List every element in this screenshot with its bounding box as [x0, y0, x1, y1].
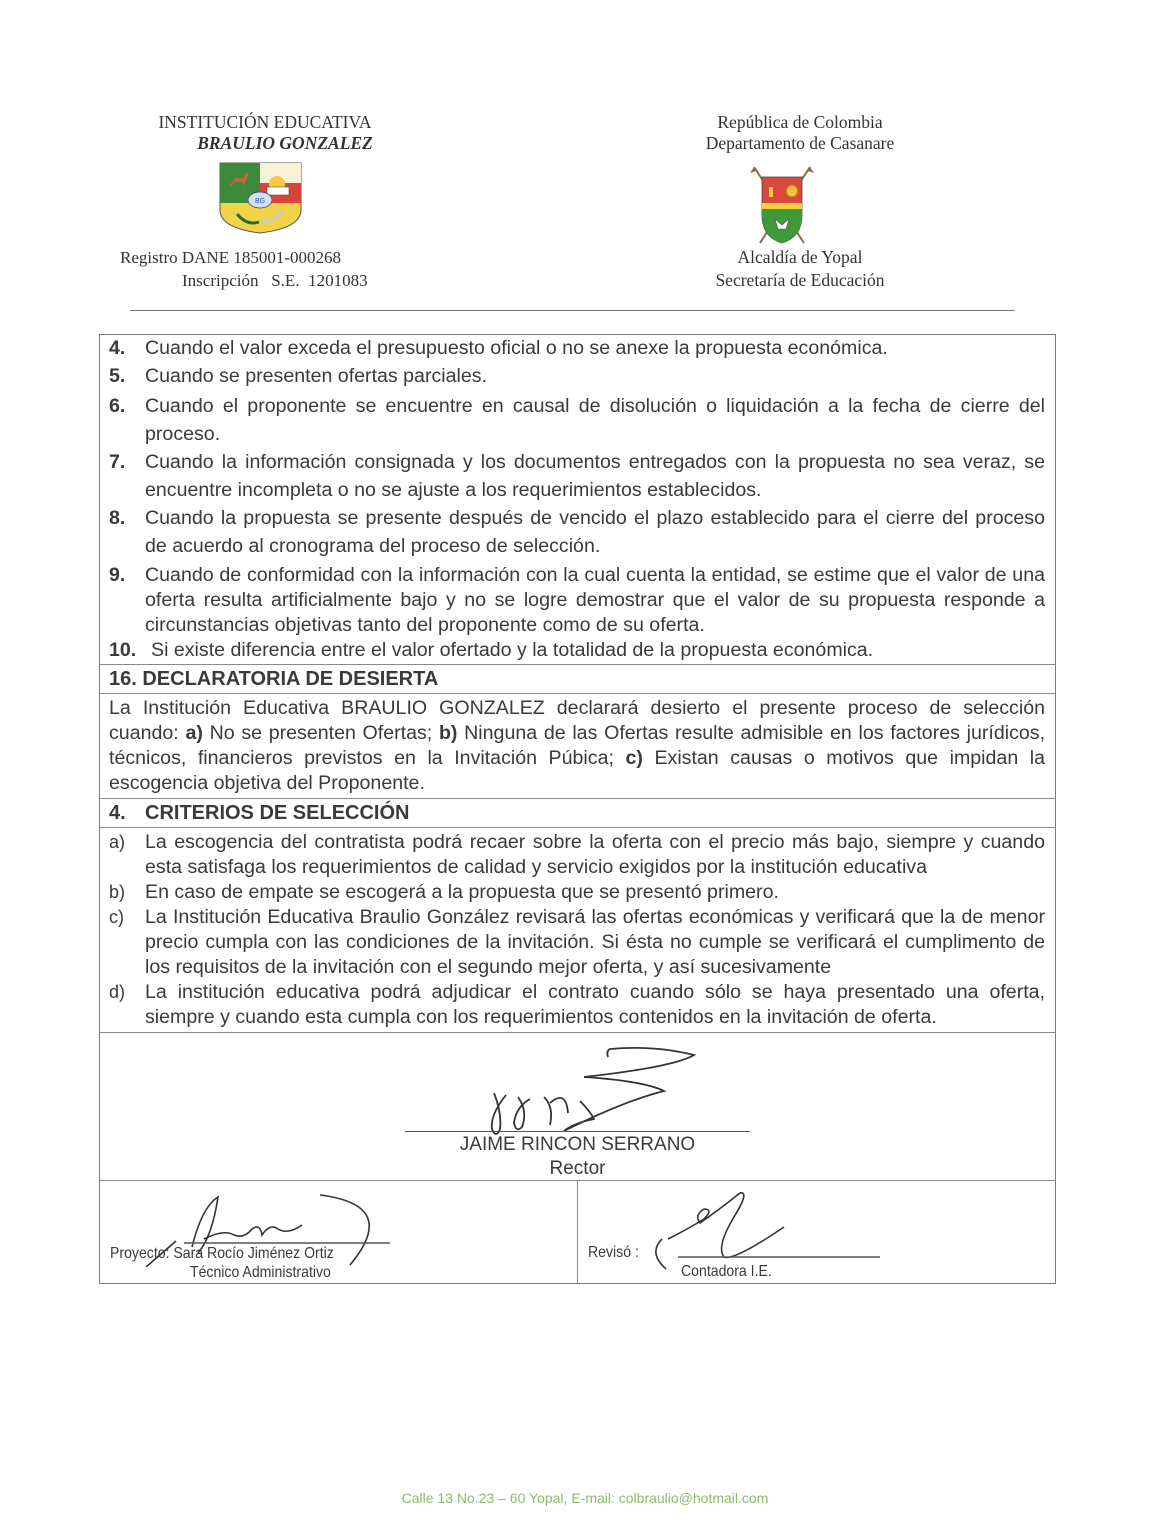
footer-address: Calle 13 No.23 – 60 Yopal, E-mail: colbraulio@hotmail.com — [401, 1490, 769, 1506]
item-number: 10. — [109, 639, 137, 661]
list-item — [109, 905, 1045, 980]
item-label: d) — [109, 982, 126, 1002]
reviso-label: Revisó : — [588, 1244, 639, 1261]
rector-signature-line — [405, 1131, 750, 1132]
item-number: 7. — [109, 451, 126, 473]
rector-signature-icon — [480, 1041, 780, 1141]
item-label: c) — [109, 907, 124, 927]
proyecto-name: Sara Rocío Jiménez Ortiz — [173, 1245, 334, 1262]
section-body-declaratoria — [100, 694, 1055, 799]
rejection-causes-list — [100, 335, 1055, 665]
item-number: 4. — [109, 337, 126, 359]
item-number: 6. — [109, 395, 126, 417]
alcaldia-name: Alcaldía de Yopal — [737, 247, 863, 267]
item-text: La Institución Educativa Braulio González revisará las ofertas económicas y verificará que la de menor precio cumpla con las condiciones de la invitación. Si ésta no cumple se verificará el cumplimento de los requisitos de la invitación con el segundo mejor oferta, y así sucesivamente — [145, 906, 1045, 978]
item-text: Si existe diferencia entre el valor ofertado y la totalidad de la propuesta económica. — [151, 639, 874, 661]
item-label: b) — [109, 882, 126, 902]
document-table — [99, 334, 1056, 1284]
government-header — [650, 112, 950, 154]
item-text: Cuando de conformidad con la información con la cual cuenta la entidad, se estime que el valor de una oferta resulta artificialmente bajo y no se logre demostrar que el valor de su propuesta responde a circunstancias objetivas tanto del proponente como de su oferta. — [145, 564, 1045, 636]
list-item — [109, 336, 1045, 361]
registro-dane: Registro DANE 185001-000268 — [120, 248, 341, 267]
criteria-list — [100, 828, 1055, 1033]
proyecto-label: Proyecto: — [110, 1245, 170, 1262]
clause-text: No se presenten Ofertas; — [202, 722, 439, 744]
proyecto-line — [110, 1244, 334, 1264]
item-label: a) — [109, 832, 126, 852]
item-text: Cuando se presenten ofertas parciales. — [145, 365, 488, 387]
clause-text: Ninguna de las Ofertas resulte admisible en los factores jurídicos, técnicos, financieros previstos en la Invitación Púbica; — [109, 722, 1046, 769]
header-divider — [130, 310, 1015, 311]
clause-label: c) — [625, 747, 643, 769]
proyecto-signature-block — [100, 1181, 577, 1283]
rector-signature-block — [100, 1033, 1055, 1181]
item-text: Cuando el proponente se encuentre en causal de disolución o liquidación a la fecha de cierre del proceso. — [145, 395, 1045, 445]
list-item — [109, 364, 1045, 389]
secretaria-name: Secretaría de Educación — [715, 270, 885, 290]
item-number: 8. — [109, 507, 126, 529]
institution-name: BRAULIO GONZALEZ — [197, 133, 373, 153]
item-text: En caso de empate se escogerá a la propuesta que se presentó primero. — [145, 881, 779, 903]
item-text: La escogencia del contratista podrá recaer sobre la oferta con el precio más bajo, siempre y cuando esta satisfaga los requerimientos de calidad y servicio exigidos por la institución educativa — [145, 831, 1045, 878]
list-item — [109, 392, 1045, 448]
section-number: 4. — [109, 802, 126, 824]
reviso-signature-block — [577, 1181, 1055, 1283]
institution-header — [100, 112, 430, 154]
rector-name: JAIME RINCON SERRANO — [459, 1134, 696, 1155]
declaratoria-intro: La Institución Educativa BRAULIO GONZALEZ declarará desierto el presente proceso de selección cuando: — [109, 697, 1045, 744]
municipal-info — [680, 246, 920, 292]
yopal-coat-of-arms-icon — [742, 165, 822, 247]
list-item — [109, 504, 1045, 560]
reviso-role: Contadora I.E. — [681, 1263, 772, 1280]
list-item — [109, 563, 1045, 638]
section-title-text: CRITERIOS DE SELECCIÓN — [145, 802, 410, 824]
item-text: Cuando la propuesta se presente después de vencido el plazo establecido para el cierre del proceso de acuerdo al cronograma del proceso de selección. — [145, 507, 1045, 557]
list-item — [109, 638, 1045, 663]
secondary-signatures — [100, 1181, 1055, 1283]
item-text: La institución educativa podrá adjudicar el contrato cuando sólo se haya presentado una oferta, siempre y cuando esta cumpla con los requerimientos contenidos en la invitación de oferta. — [145, 981, 1045, 1028]
item-number: 5. — [109, 365, 126, 387]
section-title-declaratoria: 16. DECLARATORIA DE DESIERTA — [100, 665, 1055, 694]
clause-label: b) — [438, 722, 458, 744]
institution-type: INSTITUCIÓN EDUCATIVA — [158, 112, 372, 132]
item-text: Cuando la información consignada y los documentos entregados con la propuesta no sea veraz, se encuentre incompleta o no se ajuste a los requerimientos establecidos. — [145, 451, 1045, 501]
item-text: Cuando el valor exceda el presupuesto oficial o no se anexe la propuesta económica. — [145, 337, 888, 359]
list-item — [109, 880, 1045, 905]
institution-crest-icon — [219, 162, 302, 234]
clause-text: Existan causas o motivos que impidan la escogencia objetiva del Proponente. — [109, 747, 1046, 794]
registration-info — [120, 246, 420, 292]
rector-role: Rector — [549, 1158, 606, 1179]
clause-label: a) — [185, 722, 203, 744]
inscripcion-se: Inscripción S.E. 1201083 — [182, 271, 368, 290]
proyecto-role: Técnico Administrativo — [190, 1264, 331, 1281]
crest-initials: BG — [254, 198, 266, 205]
country-name: República de Colombia — [717, 112, 883, 132]
list-item — [109, 830, 1045, 880]
item-number: 9. — [109, 564, 126, 586]
section-title-criterios — [100, 799, 1055, 828]
list-item — [109, 980, 1045, 1030]
department-name: Departamento de Casanare — [705, 133, 895, 153]
list-item — [109, 448, 1045, 504]
